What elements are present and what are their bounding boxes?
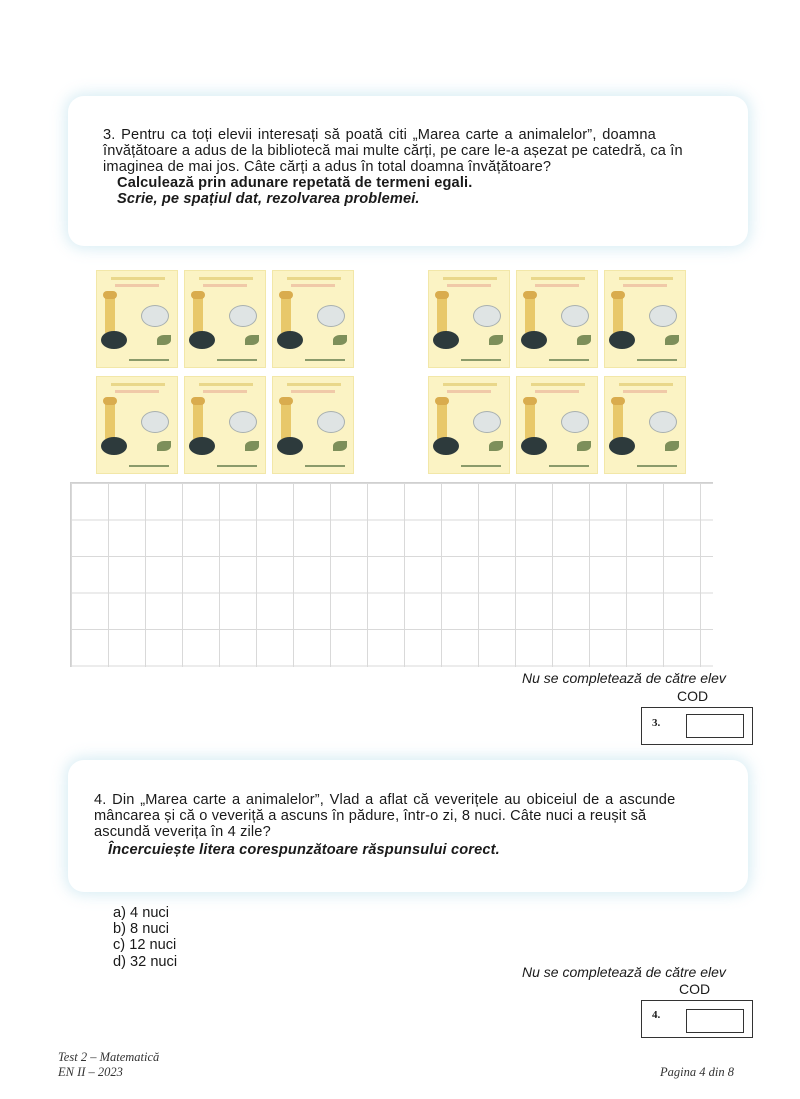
book-group-left [96,270,354,474]
question-4-line-3: ascundă veverița în 4 zile? [94,824,271,840]
answer-grid[interactable] [70,482,713,667]
footer-page-number: Pagina 4 din 8 [660,1065,734,1079]
book-cover-image [516,270,598,368]
teacher-only-note-3: Nu se completează de către elev [522,670,726,686]
answer-options [113,905,177,970]
question-3-instruction-1: Calculează prin adunare repetată de termeni egali. [117,175,473,191]
question-3-instruction-2: Scrie, pe spațiul dat, rezolvarea problemei. [117,191,420,207]
question-4-text [94,792,734,858]
code-box-4-square [686,1009,744,1033]
teacher-only-note-4: Nu se completează de către elev [522,964,726,980]
book-cover-image [184,270,266,368]
code-box-3-square [686,714,744,738]
answer-option-c[interactable]: c) 12 nuci [113,937,177,954]
code-box-4 [641,1000,753,1038]
book-cover-image [184,376,266,474]
question-4-instruction: Încercuiește litera corespunzătoare răspunsului corect. [108,842,500,858]
book-cover-image [272,376,354,474]
book-cover-image [96,270,178,368]
question-4-line-2: mâncarea și că o veveriță a ascuns în pădure, într-o zi, 8 nuci. Câte nuci a reușit să [94,808,647,824]
footer-exam-year: EN II – 2023 [58,1065,123,1079]
question-3-text [103,127,743,207]
cod-label-3: COD [677,688,709,704]
question-4-line-1: 4. Din „Marea carte a animalelor”, Vlad a aflat că veverițele au obiceiul de a ascunde [94,792,676,808]
book-cover-image [96,376,178,474]
answer-option-a[interactable]: a) 4 nuci [113,905,169,921]
footer-test-name: Test 2 – Matematică [58,1050,160,1064]
answer-option-b[interactable]: b) 8 nuci [113,921,169,938]
book-cover-image [516,376,598,474]
cod-label-4: COD [679,981,711,997]
book-cover-image [428,270,510,368]
code-box-3-number: 3. [652,717,661,729]
question-3-line-3: imaginea de mai jos. Câte cărți a adus în total doamna învățătoare? [103,159,552,175]
book-cover-image [428,376,510,474]
book-group-right [428,270,686,474]
question-3-line-1: 3. Pentru ca toți elevii interesați să poată citi „Marea carte a animalelor”, doamna [103,127,656,143]
answer-option-d[interactable]: d) 32 nuci [113,953,178,970]
book-cover-image [604,270,686,368]
question-3-line-2: învățătoare a adus de la bibliotecă mai multe cărți, pe care le-a așezat pe catedră, ca în [103,143,683,159]
code-box-3 [641,707,753,745]
book-cover-image [272,270,354,368]
code-box-4-number: 4. [652,1009,661,1021]
book-cover-image [604,376,686,474]
